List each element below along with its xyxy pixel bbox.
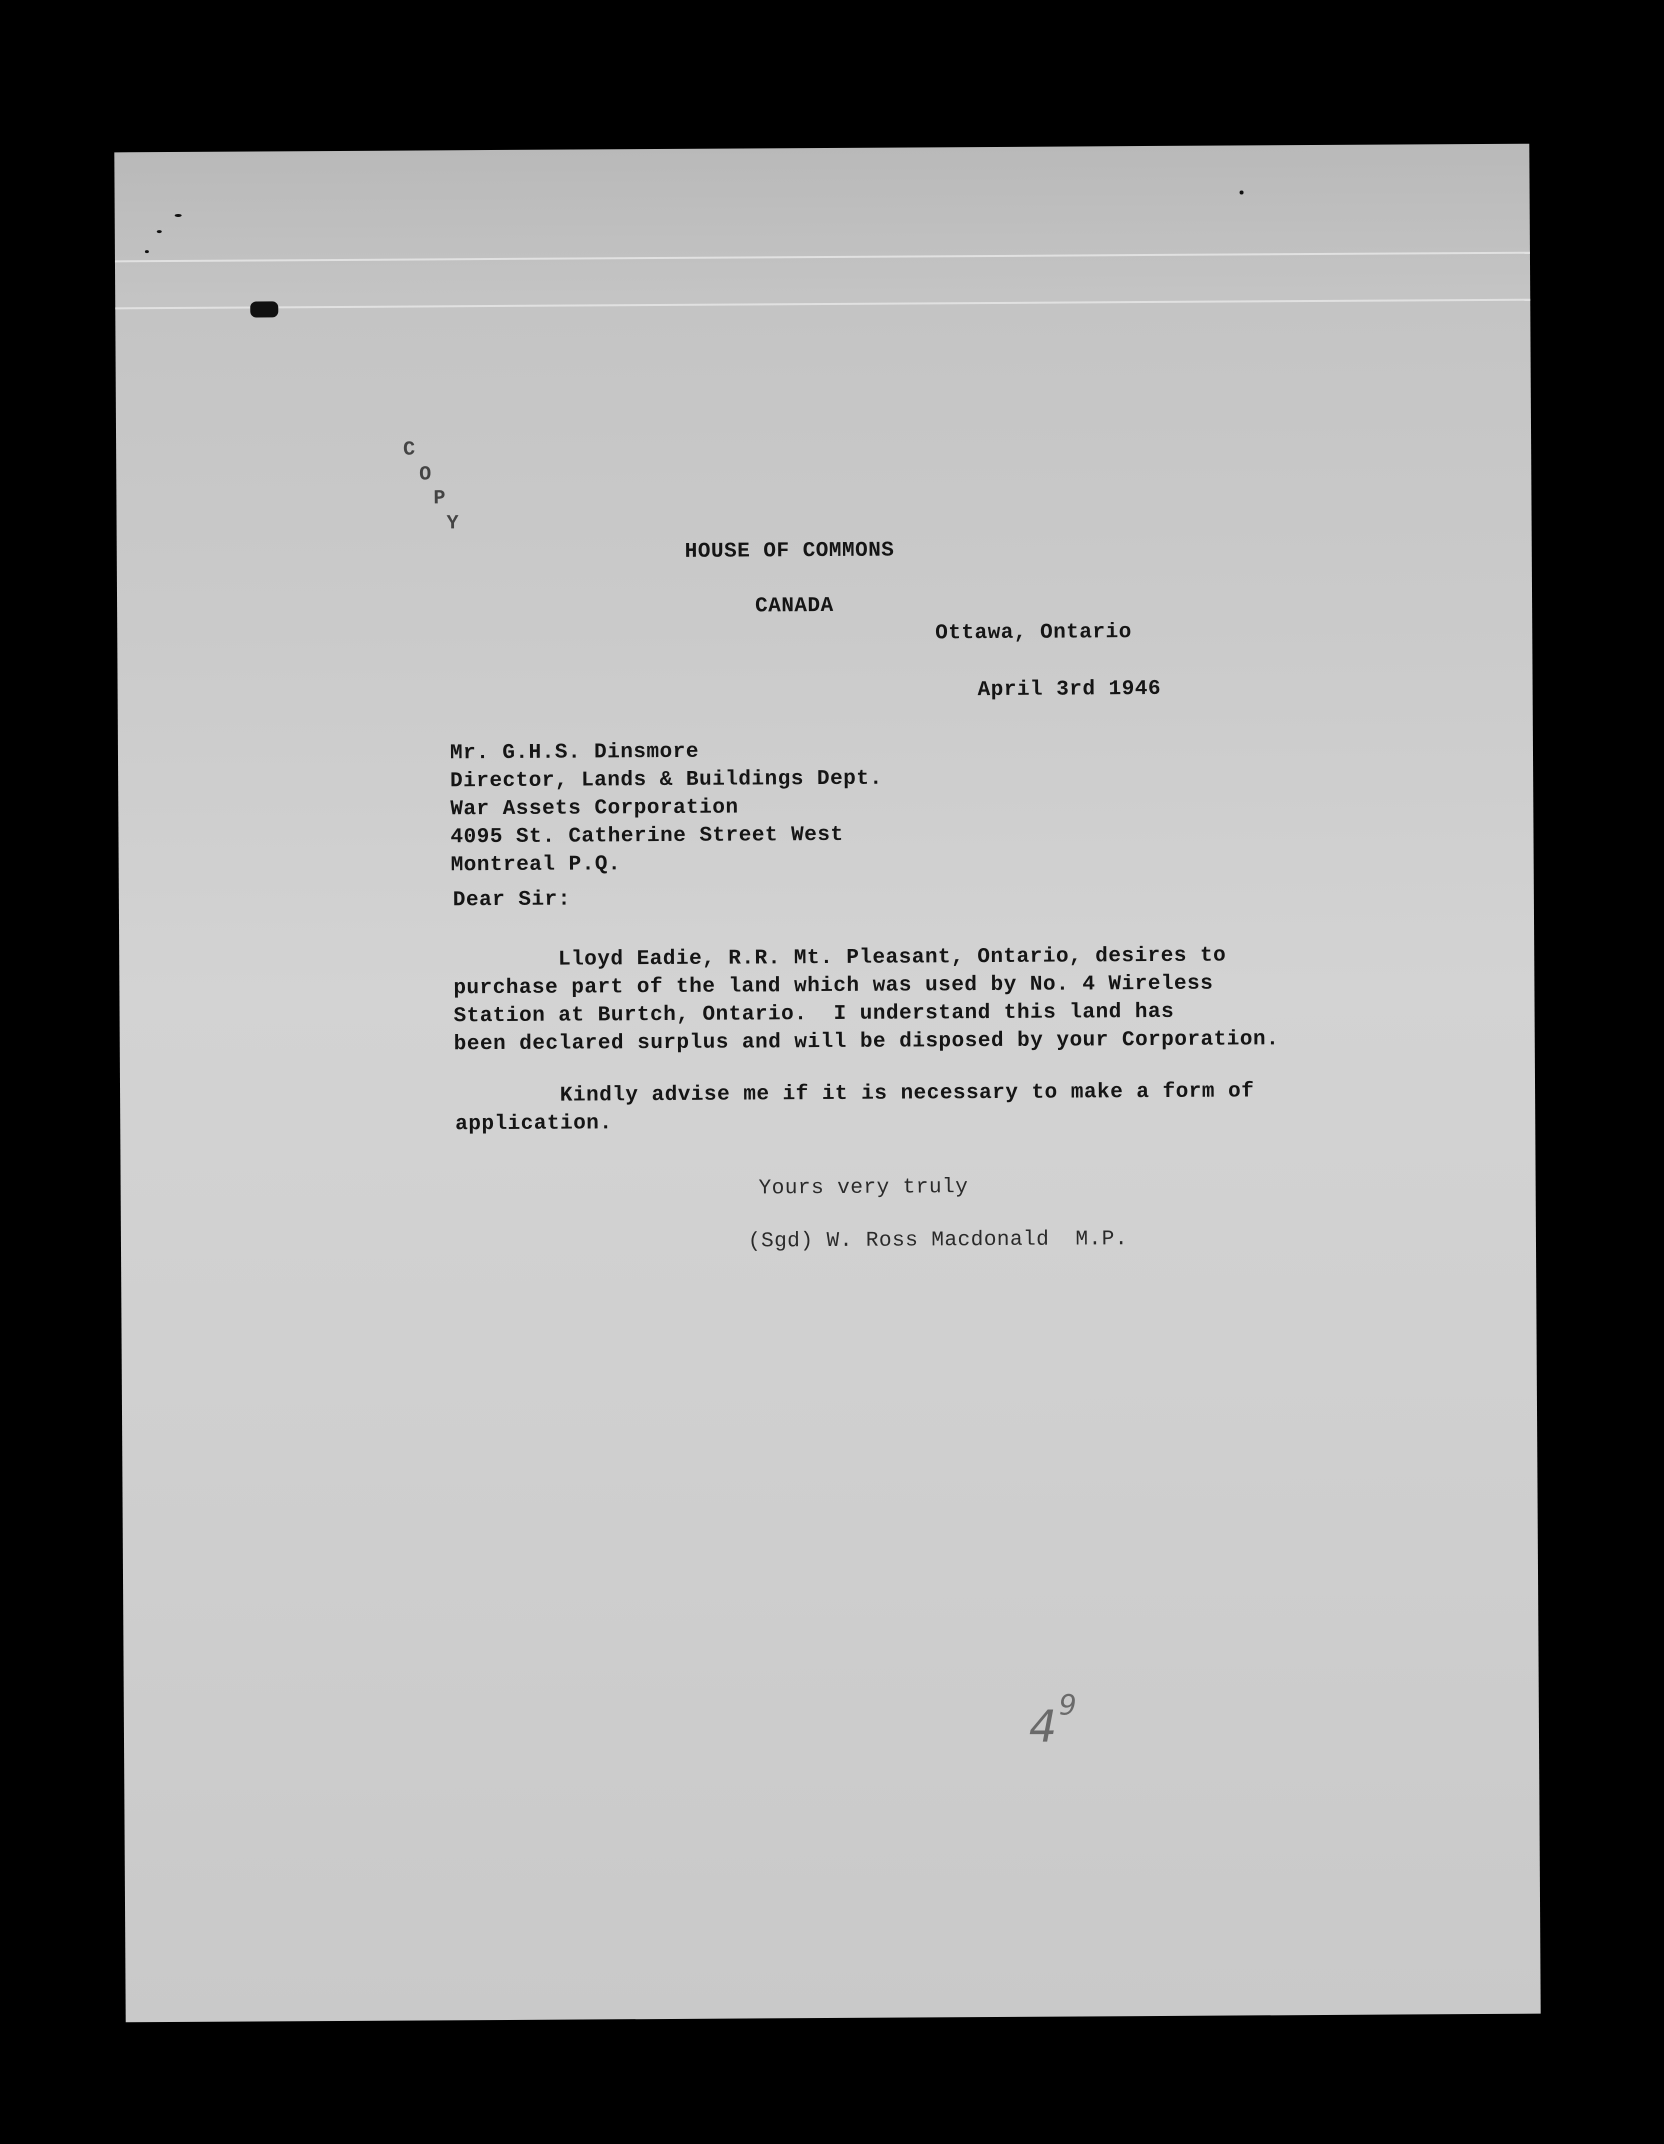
copy-letter-c: C (403, 438, 416, 462)
recipient-line: Mr. G.H.S. Dinsmore (449, 740, 700, 766)
paper-sheet (114, 144, 1540, 2023)
body-paragraph-1 (453, 942, 1279, 1059)
letter-date: April 3rd 1946 (977, 677, 1162, 703)
ink-speck (157, 230, 162, 233)
copy-stamp (114, 144, 1529, 536)
body-line: purchase part of the land which was used by No. 4 Wireless (453, 972, 1214, 1001)
paper-crease-line (115, 299, 1530, 310)
recipient-address (450, 738, 883, 881)
ink-speck (1240, 190, 1244, 194)
copy-letter-y: Y (446, 512, 459, 536)
letterhead-institution: HOUSE OF COMMONS (684, 539, 895, 564)
handwritten-page-superscript: 9 (1058, 1688, 1077, 1722)
ink-blot (250, 301, 278, 317)
body-line: been declared surplus and will be disposed by your Corporation. (453, 1028, 1280, 1057)
recipient-line: 4095 St. Catherine Street West (450, 823, 844, 850)
signature: (Sgd) W. Ross Macdonald M.P. (747, 1228, 1129, 1254)
ink-speck (175, 214, 182, 217)
body-line: Kindly advise me if it is necessary to make a form of (455, 1080, 1255, 1109)
body-paragraph-2 (455, 1078, 1255, 1139)
recipient-line: Montreal P.Q. (450, 853, 622, 878)
copy-letter-p: P (433, 487, 446, 511)
body-line: Station at Burtch, Ontario. I understand this land has (453, 1000, 1175, 1029)
handwritten-page-number: 4 (1028, 1701, 1058, 1753)
recipient-line: Director, Lands & Buildings Dept. (450, 767, 883, 794)
letterhead-place: Ottawa, Ontario (935, 621, 1132, 646)
letterhead-country: CANADA (755, 594, 834, 619)
body-line: Lloyd Eadie, R.R. Mt. Pleasant, Ontario, desires to (453, 944, 1227, 973)
copy-letter-o: O (419, 463, 432, 487)
salutation: Dear Sir: (452, 888, 571, 913)
recipient-line: War Assets Corporation (450, 796, 739, 822)
body-line: application. (455, 1112, 613, 1137)
ink-speck (145, 250, 149, 253)
valediction: Yours very truly (758, 1176, 969, 1201)
paper-crease-line (115, 252, 1530, 263)
